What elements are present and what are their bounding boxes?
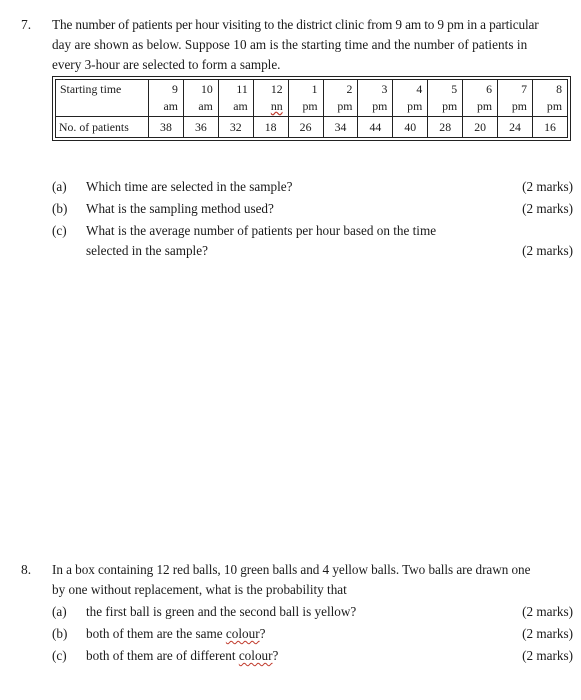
question-text-line: by one without replacement, what is the probability that	[52, 582, 347, 597]
marks-label: (2 marks)	[522, 604, 573, 619]
patients-cell: 28	[428, 117, 463, 138]
part-label: (c)	[52, 648, 67, 663]
time-cell: 6 pm	[463, 80, 498, 117]
part-text: the first ball is green and the second ball is yellow?	[86, 604, 357, 619]
row-header: No. of patients	[56, 117, 149, 138]
question-text-line: every 3-hour are selected to form a sample.	[52, 57, 281, 72]
question-number: 8.	[21, 562, 32, 577]
row-header: Starting time	[56, 80, 149, 117]
patients-cell: 16	[532, 117, 567, 138]
time-cell: 3 pm	[358, 80, 393, 117]
patients-cell: 24	[498, 117, 533, 138]
time-cell: 5 pm	[428, 80, 463, 117]
time-cell: 1 pm	[288, 80, 323, 117]
time-cell: 11 am	[218, 80, 253, 117]
question-text-line: The number of patients per hour visiting to the district clinic from 9 am to 9 pm in a particular	[52, 17, 539, 32]
marks-label: (2 marks)	[522, 201, 573, 216]
marks-label: (2 marks)	[522, 243, 573, 258]
marks-label: (2 marks)	[522, 626, 573, 641]
marks-label: (2 marks)	[522, 179, 573, 194]
part-text: What is the sampling method used?	[86, 201, 274, 216]
time-cell: 9 am	[149, 80, 184, 117]
table-row	[56, 80, 568, 117]
time-cell: 8 pm	[532, 80, 567, 117]
part-label: (a)	[52, 604, 67, 619]
question-text-line: day are shown as below. Suppose 10 am is the starting time and the number of patients in	[52, 37, 528, 52]
time-cell: 7 pm	[498, 80, 533, 117]
patients-cell: 20	[463, 117, 498, 138]
time-cell: 4 pm	[393, 80, 428, 117]
time-cell: 12 nn	[253, 80, 288, 117]
part-label: (a)	[52, 179, 67, 194]
question-text-line: In a box containing 12 red balls, 10 green balls and 4 yellow balls. Two balls are drawn one	[52, 562, 531, 577]
marks-label: (2 marks)	[522, 648, 573, 663]
patients-cell: 38	[149, 117, 184, 138]
part-text: selected in the sample?	[86, 243, 208, 258]
patients-cell: 34	[323, 117, 358, 138]
question-number: 7.	[21, 17, 32, 32]
part-label: (b)	[52, 626, 68, 641]
patients-cell: 44	[358, 117, 393, 138]
time-cell: 10 am	[183, 80, 218, 117]
table-row	[56, 117, 568, 138]
patients-cell: 32	[218, 117, 253, 138]
part-text: both of them are of different colour?	[86, 648, 279, 663]
patients-cell: 36	[183, 117, 218, 138]
patients-cell: 40	[393, 117, 428, 138]
time-cell: 2 pm	[323, 80, 358, 117]
part-text: What is the average number of patients per hour based on the time	[86, 223, 437, 238]
part-text: both of them are the same colour?	[86, 626, 266, 641]
spellcheck-word: colour	[238, 648, 273, 663]
patients-table	[52, 76, 571, 141]
patients-cell: 18	[253, 117, 288, 138]
part-text: Which time are selected in the sample?	[86, 179, 293, 194]
part-label: (b)	[52, 201, 68, 216]
part-label: (c)	[52, 223, 67, 238]
spellcheck-word: colour	[225, 626, 260, 641]
patients-cell: 26	[288, 117, 323, 138]
